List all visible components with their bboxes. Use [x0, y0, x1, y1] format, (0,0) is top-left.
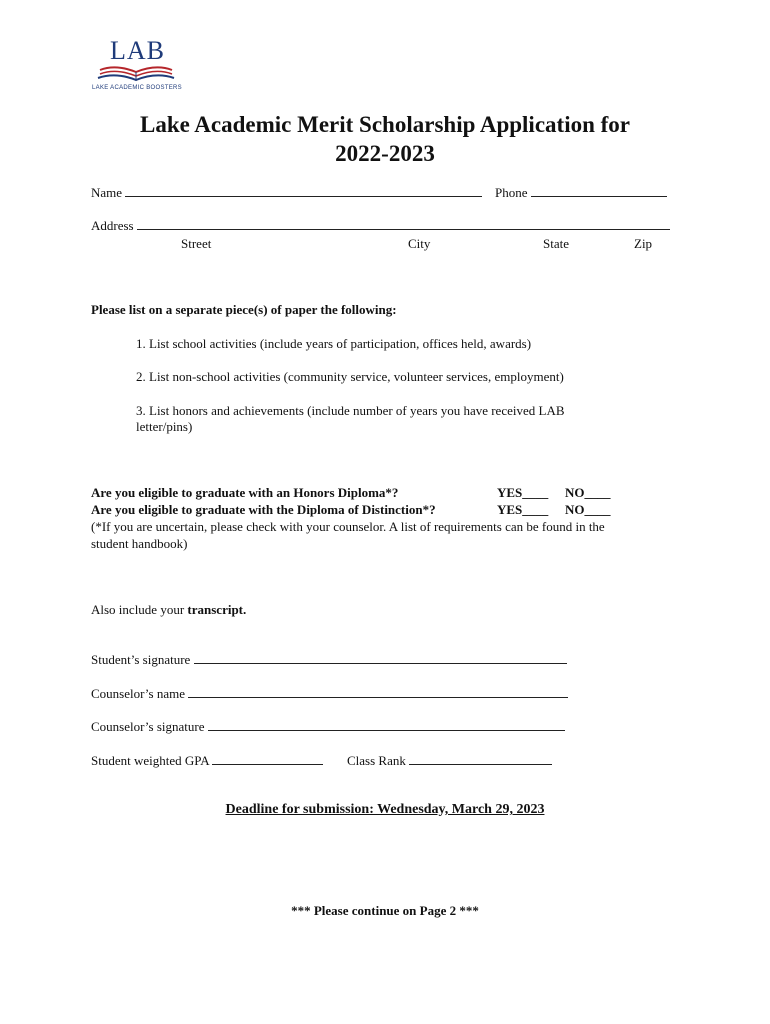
gpa-label: Student weighted GPA: [91, 753, 209, 768]
counselor-signature-line[interactable]: [208, 719, 565, 731]
phone-field: [495, 185, 667, 201]
name-field: [91, 185, 482, 201]
counselor-name-line[interactable]: [188, 686, 568, 698]
class-rank-field: [347, 753, 552, 769]
title-line-2: 2022-2023: [335, 141, 435, 166]
gpa-field: [91, 753, 323, 769]
q1-yes[interactable]: YES____: [497, 485, 549, 500]
street-label: Street: [181, 236, 212, 251]
counselor-signature-label: Counselor’s signature: [91, 719, 205, 734]
student-signature-field: [91, 652, 567, 668]
instructions-heading: Please list on a separate piece(s) of paper the following:: [91, 302, 397, 317]
eligibility-q2: Are you eligible to graduate with the Diploma of Distinction*?: [91, 502, 436, 517]
city-label: City: [408, 236, 431, 251]
eligibility-q1: Are you eligible to graduate with an Honors Diploma*?: [91, 485, 399, 500]
address-label: Address: [91, 218, 134, 233]
phone-label: Phone: [495, 185, 528, 200]
q1-no[interactable]: NO____: [565, 485, 611, 500]
title-line-1: Lake Academic Merit Scholarship Application for: [139, 112, 630, 137]
instruction-item-1: 1. List school activities (include years of participation, offices held, awards): [136, 336, 532, 351]
logo-tagline: LAKE ACADEMIC BOOSTERS: [92, 85, 182, 91]
logo-text: LAB: [110, 36, 165, 65]
student-signature-line[interactable]: [194, 652, 567, 664]
counselor-name-label: Counselor’s name: [91, 686, 185, 701]
name-label: Name: [91, 185, 123, 200]
page-title: [0, 110, 770, 168]
zip-label: Zip: [634, 236, 653, 251]
transcript-bold: transcript.: [187, 602, 247, 617]
class-rank-line[interactable]: [409, 753, 552, 765]
address-field: [91, 218, 670, 234]
transcript-line: [91, 602, 246, 618]
eligibility-note-2: student handbook): [91, 536, 188, 551]
instruction-item-3: 3. List honors and achievements (include number of years you have received LAB: [136, 403, 565, 418]
name-input-line[interactable]: [125, 185, 482, 197]
q2-no[interactable]: NO____: [565, 502, 611, 517]
transcript-prefix: Also include your: [91, 602, 188, 617]
q2-yes[interactable]: YES____: [497, 502, 549, 517]
open-book-icon: [96, 64, 176, 84]
continue-note: *** Please continue on Page 2 ***: [291, 903, 479, 918]
lab-logo: [92, 36, 184, 94]
student-signature-label: Student’s signature: [91, 652, 191, 667]
state-label: State: [543, 236, 569, 251]
class-rank-label: Class Rank: [347, 753, 406, 768]
gpa-line[interactable]: [212, 753, 323, 765]
address-input-line[interactable]: [137, 218, 670, 230]
eligibility-note-1: (*If you are uncertain, please check with your counselor. A list of requirements can be found in the: [91, 519, 605, 534]
deadline-text: Deadline for submission: Wednesday, March 29, 2023: [225, 802, 545, 817]
instruction-item-2: 2. List non-school activities (community service, volunteer services, employment): [136, 369, 564, 384]
phone-input-line[interactable]: [531, 185, 667, 197]
instruction-item-3-cont: letter/pins): [136, 419, 193, 434]
counselor-signature-field: [91, 719, 565, 735]
counselor-name-field: [91, 686, 568, 702]
